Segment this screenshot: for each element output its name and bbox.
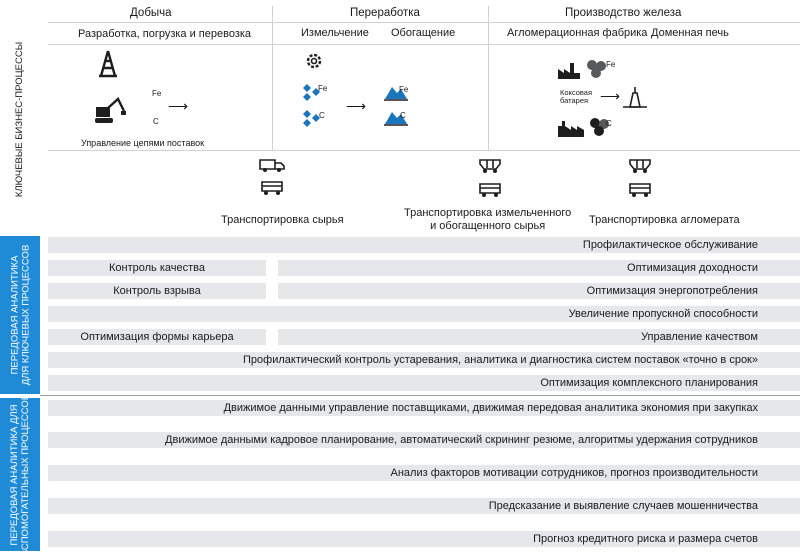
transport-processed-line2: и обогащенного сырья bbox=[430, 220, 546, 232]
subheader-line bbox=[48, 44, 800, 45]
fe-label-ore: Fe bbox=[318, 84, 328, 93]
stage-blast-sub: Доменная печь bbox=[651, 27, 729, 39]
stage-processing-title: Переработка bbox=[350, 7, 420, 19]
bar-maintenance bbox=[48, 237, 800, 253]
stage-sinter-sub: Агломерационная фабрика bbox=[507, 27, 648, 39]
core-bottom-line bbox=[48, 150, 800, 151]
transport-raw: Транспортировка сырья bbox=[221, 214, 344, 226]
truck-icon bbox=[259, 157, 285, 173]
bar-throughput-label: Увеличение пропускной способности bbox=[568, 308, 758, 320]
stage-beneficiation-sub: Обогащение bbox=[391, 27, 456, 39]
fe-label-pellets: Fe bbox=[606, 60, 616, 69]
bar-throughput bbox=[48, 306, 800, 322]
bar-aux-fraud-label: Предсказание и выявление случаев мошенничества bbox=[488, 500, 758, 512]
bar-aux-motivation bbox=[48, 465, 800, 481]
bar-quality-mgmt-label: Управление качеством bbox=[641, 331, 758, 343]
section-separator bbox=[40, 395, 800, 396]
bar-yield-opt-label: Оптимизация доходности bbox=[627, 262, 758, 274]
header-line bbox=[48, 22, 800, 23]
coke-battery-label bbox=[560, 89, 592, 105]
railcar-icon-1 bbox=[260, 180, 284, 196]
bar-energy-opt-label: Оптимизация энергопотребления bbox=[586, 285, 758, 297]
bar-quality-control bbox=[48, 260, 266, 276]
stage-crushing-sub: Измельчение bbox=[301, 27, 369, 39]
arrow-icon-processing: ⟶ bbox=[346, 98, 367, 114]
railcar-icon-2 bbox=[478, 182, 502, 198]
bar-planning bbox=[48, 375, 800, 391]
c-label-concentrate: C bbox=[400, 111, 406, 120]
fe-label-concentrate: Fe bbox=[399, 85, 409, 94]
section-advanced-core-line2: ДЛЯ КЛЮЧЕВЫХ ПРОЦЕССОВ bbox=[20, 244, 31, 386]
bar-aux-credit bbox=[48, 531, 800, 547]
bar-pit-shape-label: Оптимизация формы карьера bbox=[80, 331, 234, 343]
hopper-car-icon-1 bbox=[478, 158, 502, 174]
bar-yield-opt bbox=[278, 260, 800, 276]
blast-furnace-icon bbox=[622, 85, 648, 109]
arrow-icon-mining: ⟶ bbox=[168, 98, 189, 114]
section-advanced-core-label bbox=[0, 236, 40, 394]
stage-mining-title: Добыча bbox=[130, 7, 172, 19]
section-core-label bbox=[0, 8, 40, 230]
bar-blast-control-label: Контроль взрыва bbox=[113, 285, 201, 297]
bar-energy-opt bbox=[278, 283, 800, 299]
section-advanced-aux-line2: ВСПОМОГАТЕЛЬНЫХ ПРОЦЕССОВ bbox=[20, 393, 31, 556]
bar-pit-shape bbox=[48, 329, 266, 345]
bar-aux-credit-label: Прогноз кредитного риска и размера счетов bbox=[533, 533, 758, 545]
factory-icon bbox=[557, 60, 581, 80]
c-label-coal: C bbox=[606, 119, 612, 128]
factory-coke-icon bbox=[557, 118, 585, 138]
bar-jit-label: Профилактический контроль устаревания, аналитика и диагностика систем поставок «точно в срок» bbox=[243, 354, 758, 366]
divider-1 bbox=[272, 6, 273, 150]
gear-icon bbox=[305, 52, 323, 70]
bar-planning-label: Оптимизация комплексного планирования bbox=[540, 377, 758, 389]
hopper-car-icon-2 bbox=[628, 158, 652, 174]
transport-processed-line1: Транспортировка измельченного bbox=[404, 207, 572, 219]
bar-maintenance-label: Профилактическое обслуживание bbox=[582, 239, 758, 251]
railcar-icon-3 bbox=[628, 182, 652, 198]
bar-blast-control bbox=[48, 283, 266, 299]
transport-sinter: Транспортировка агломерата bbox=[589, 214, 740, 226]
excavator-icon bbox=[94, 97, 126, 125]
c-label-ore: C bbox=[319, 111, 325, 120]
fe-label-mining: Fe bbox=[152, 89, 162, 98]
coke-battery-line2: батарея bbox=[560, 96, 589, 105]
bar-aux-fraud bbox=[48, 498, 800, 514]
bar-aux-supplier-label: Движимое данными управление поставщиками, движимая передовая аналитика экономия при закупках bbox=[223, 402, 758, 414]
supply-chain-label: Управление цепями поставок bbox=[81, 138, 205, 148]
bar-jit bbox=[48, 352, 800, 368]
divider-2 bbox=[488, 6, 489, 150]
bar-quality-control-label: Контроль качества bbox=[109, 262, 205, 274]
bar-aux-supplier bbox=[48, 400, 800, 416]
drilling-rig-icon bbox=[97, 50, 119, 78]
coke-battery-line1: Коксовая bbox=[560, 88, 593, 97]
bar-quality-mgmt bbox=[278, 329, 800, 345]
section-advanced-aux-label bbox=[0, 393, 40, 556]
bar-aux-hr bbox=[48, 432, 800, 448]
bar-aux-motivation-label: Анализ факторов мотивации сотрудников, прогноз производительности bbox=[390, 467, 758, 479]
stage-iron-title: Производство железа bbox=[565, 7, 682, 19]
section-advanced-core-line1: ПЕРЕДОВАЯ АНАЛИТИКА bbox=[9, 255, 20, 375]
bar-aux-hr-label: Движимое данными кадровое планирование, автоматический скрининг резюме, алгоритмы удержания сотрудников bbox=[165, 434, 758, 446]
stage-mining-sub: Разработка, погрузка и перевозка bbox=[78, 28, 252, 40]
arrow-icon-iron: ⟶ bbox=[600, 88, 621, 104]
transport-processed bbox=[404, 207, 571, 233]
section-core-text: КЛЮЧЕВЫЕ БИЗНЕС-ПРОЦЕССЫ bbox=[14, 41, 26, 197]
section-advanced-aux-line1: ПЕРЕДОВАЯ АНАЛИТИКА ДЛЯ bbox=[9, 404, 20, 545]
c-label-mining: C bbox=[153, 117, 159, 126]
